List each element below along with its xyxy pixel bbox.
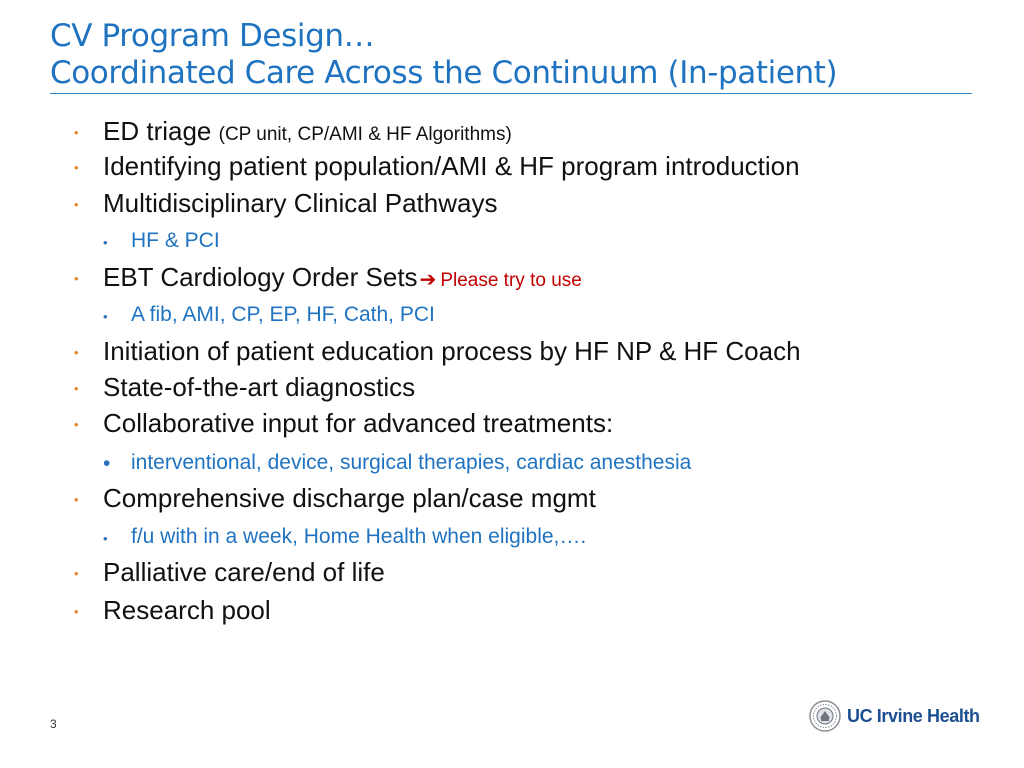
bullet-text: ED triage <box>103 116 212 146</box>
sub-bullet-text: f/u with in a week, Home Health when eligible,…. <box>131 525 587 548</box>
bullet-text: Comprehensive discharge plan/case mgmt <box>103 483 596 513</box>
bullet-palliative-care <box>74 557 385 587</box>
sub-bullet-treatments <box>103 450 692 476</box>
sub-bullet-text: interventional, device, surgical therapies, cardiac anesthesia <box>131 451 692 474</box>
slide-title-line-2: Coordinated Care Across the Continuum (In-patient) <box>50 55 838 91</box>
title-divider <box>50 93 972 94</box>
bullet-dot-icon: • <box>74 381 79 396</box>
bullet-dot-icon: • <box>74 566 79 581</box>
bullet-text: Collaborative input for advanced treatments: <box>103 408 614 438</box>
sub-bullet-text: A fib, AMI, CP, EP, HF, Cath, PCI <box>131 303 435 326</box>
bullet-identifying-population <box>74 151 800 181</box>
bullet-dot-icon: • <box>74 271 79 286</box>
bullet-text: Palliative care/end of life <box>103 557 385 587</box>
uci-health-logo <box>809 700 980 732</box>
bullet-text: State-of-the-art diagnostics <box>103 372 416 402</box>
bullet-text: Research pool <box>103 595 271 625</box>
bullet-ed-triage <box>74 116 512 150</box>
bullet-discharge-plan <box>74 483 596 513</box>
bullet-text: Initiation of patient education process by HF NP & HF Coach <box>103 336 801 366</box>
right-arrow-icon: ➔ <box>419 269 437 291</box>
bullet-dot-icon: • <box>74 125 79 140</box>
bullet-dot-icon: • <box>74 197 79 212</box>
sub-bullet-hf-pci <box>103 228 220 254</box>
bullet-collaborative-input <box>74 408 614 438</box>
bullet-research-pool <box>74 595 271 625</box>
bullet-diagnostics <box>74 372 416 402</box>
slide-title <box>50 18 980 92</box>
uci-seal-icon <box>809 700 841 732</box>
bullet-dot-icon: • <box>74 345 79 360</box>
sub-bullet-order-set-list <box>103 302 435 328</box>
bullet-dot-icon: • <box>74 417 79 432</box>
bullet-text: EBT Cardiology Order Sets <box>103 262 418 292</box>
sub-bullet-dot-icon: • <box>103 452 111 475</box>
bullet-dot-icon: • <box>74 492 79 507</box>
bullet-clinical-pathways <box>74 188 498 218</box>
sub-bullet-follow-up <box>103 524 587 550</box>
bullet-dot-icon: • <box>74 160 79 175</box>
bullet-detail: (CP unit, CP/AMI & HF Algorithms) <box>218 124 512 145</box>
logo-text: UC Irvine Health <box>847 705 980 726</box>
bullet-order-sets <box>74 262 582 296</box>
bullet-text: Multidisciplinary Clinical Pathways <box>103 188 498 218</box>
bullet-patient-education <box>74 336 801 366</box>
sub-bullet-dot-icon: • <box>103 235 108 250</box>
sub-bullet-text: HF & PCI <box>131 229 220 252</box>
order-sets-note: Please try to use <box>440 270 582 291</box>
bullet-text: Identifying patient population/AMI & HF program introduction <box>103 151 800 181</box>
sub-bullet-dot-icon: • <box>103 531 108 546</box>
page-number: 3 <box>50 717 57 731</box>
slide-title-line-1: CV Program Design… <box>50 18 375 54</box>
sub-bullet-dot-icon: • <box>103 309 108 324</box>
bullet-dot-icon: • <box>74 604 79 619</box>
